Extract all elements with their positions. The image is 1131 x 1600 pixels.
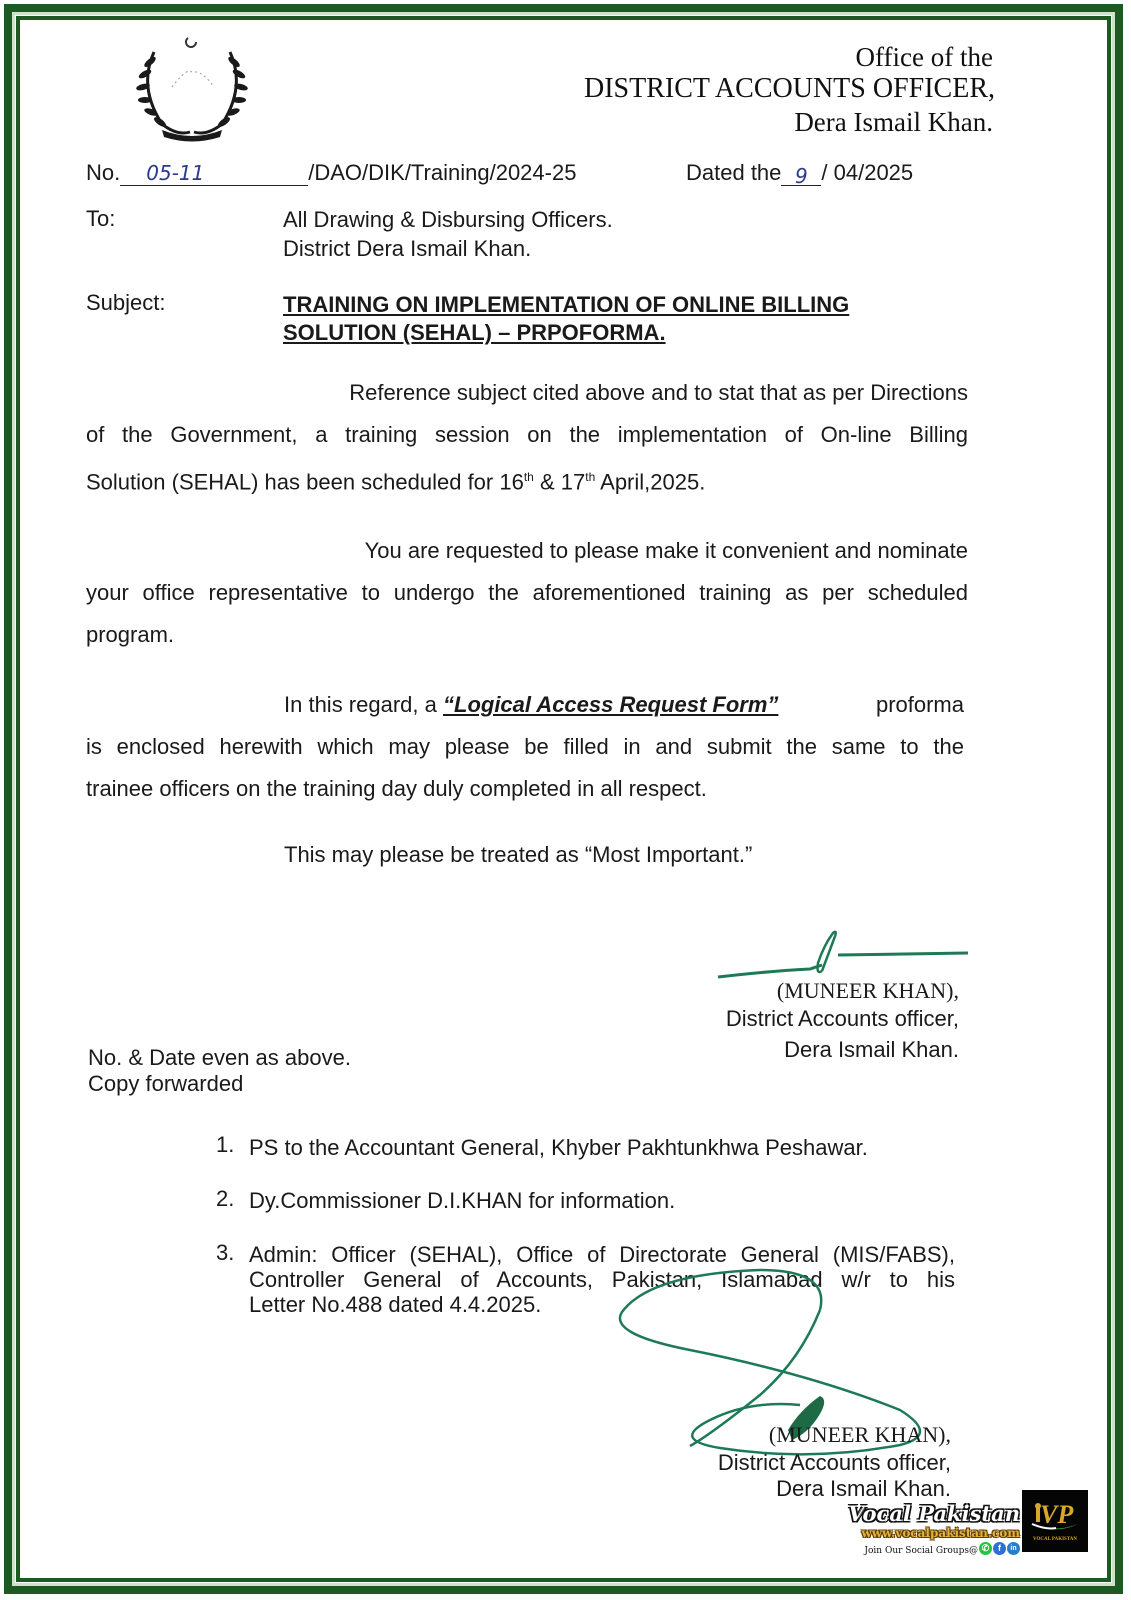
signatory-2-title: District Accounts officer,: [717, 1450, 951, 1475]
paragraph-1: [86, 372, 968, 503]
whatsapp-icon[interactable]: ✆: [979, 1542, 992, 1555]
reference-prefix: No.: [86, 160, 121, 185]
list-item-text: PS to the Accountant General, Khyber Pakhtunkhwa Peshawar.: [249, 1135, 868, 1160]
government-emblem-icon: [132, 32, 252, 144]
reference-number-field: [120, 163, 308, 186]
list-item-text: Dy.Commissioner D.I.KHAN for information.: [249, 1188, 676, 1213]
paragraph-4: This may please be treated as “Most Important.”: [284, 842, 753, 867]
copy-forwarded-label: Copy forwarded: [88, 1071, 244, 1096]
reference-number: [86, 160, 576, 186]
signatory-1-title: District Accounts officer,: [725, 1006, 959, 1031]
list-item-3-line-1: Admin: Officer (SEHAL), Office of Directorate General (MIS/FABS),: [249, 1242, 955, 1267]
list-item-number: 2.: [216, 1186, 235, 1211]
paragraph-1-line-3: [86, 456, 968, 503]
addressee-label: To:: [86, 206, 116, 231]
letterhead-office-line: Office of the: [855, 42, 993, 72]
subject-line-1: TRAINING ON IMPLEMENTATION OF ONLINE BILLING: [283, 292, 850, 317]
signatory-2-name: (MUNEER KHAN),: [768, 1422, 951, 1447]
watermark-brand: Vocal Pakistan: [848, 1501, 1020, 1526]
paragraph-3: [86, 684, 964, 810]
subject-label: Subject:: [86, 290, 166, 315]
date-day-field: [781, 163, 821, 186]
paragraph-1-line-1: Reference subject cited above and to stat that as per Directions: [349, 380, 968, 405]
signatory-1-location: Dera Ismail Khan.: [784, 1037, 959, 1062]
list-item-number: 3.: [216, 1240, 235, 1265]
paragraph-2-line-1: You are requested to please make it convenient and nominate: [364, 538, 968, 563]
addressee-line-1: All Drawing & Disbursing Officers.: [283, 207, 613, 232]
date-month-year: / 04/2025: [821, 160, 914, 185]
list-item-number: 1.: [216, 1132, 235, 1157]
logo-letters: VP: [1040, 1500, 1074, 1529]
para1-text-a: Solution (SEHAL) has been scheduled for 16: [86, 469, 524, 495]
paragraph-2: [86, 530, 968, 656]
letterhead-location: Dera Ismail Khan.: [794, 107, 993, 137]
para1-sup-1: th: [523, 470, 534, 484]
facebook-icon[interactable]: f: [993, 1542, 1006, 1555]
watermark-url[interactable]: www.vocalpakistan.com: [861, 1526, 1020, 1540]
list-item-3-line-3: Letter No.488 dated 4.4.2025.: [249, 1292, 542, 1317]
copy-list-item-2: [216, 1186, 676, 1213]
signature-mark-1: [710, 925, 980, 985]
list-item-3-line-2: Controller General of Accounts, Pakistan, Islamabad w/r to his: [249, 1267, 955, 1292]
para3-text-b: proforma: [875, 692, 964, 717]
logical-access-request-form-title: “Logical Access Request Form”: [443, 692, 779, 717]
paragraph-2-line-3: program.: [86, 622, 175, 647]
reference-suffix: /DAO/DIK/Training/2024-25: [308, 160, 577, 185]
logo-caption: VOCAL PAKISTAN: [1032, 1537, 1078, 1542]
paragraph-3-line-2: is enclosed herewith which may please be filled in and submit the same to the: [86, 734, 964, 759]
para1-sup-2: th: [585, 470, 596, 484]
para3-text-a: In this regard, a “Logical Access Request Form”: [284, 692, 779, 717]
linkedin-icon[interactable]: in: [1007, 1542, 1020, 1555]
addressee-line-2: District Dera Ismail Khan.: [283, 236, 532, 261]
watermark-social-row: [842, 1541, 1020, 1559]
signatory-1-name: (MUNEER KHAN),: [776, 978, 959, 1003]
subject-line-2: SOLUTION (SEHAL) – PRPOFORMA.: [283, 320, 666, 345]
date-day-handwritten: 9: [795, 164, 808, 188]
copy-list-item-1: [216, 1132, 868, 1160]
paragraph-3-line-1: [86, 684, 964, 726]
copy-no-date: No. & Date even as above.: [88, 1045, 351, 1070]
reference-number-handwritten: 05-11: [146, 161, 205, 185]
reference-date: [686, 160, 913, 186]
vocal-pakistan-logo: [1022, 1490, 1088, 1552]
para1-text-b: & 17: [533, 469, 586, 495]
vocal-pakistan-watermark: [842, 1503, 1020, 1557]
signatory-2-location: Dera Ismail Khan.: [776, 1476, 951, 1501]
letterhead-title: DISTRICT ACCOUNTS OFFICER,: [583, 73, 995, 104]
paragraph-1-line-2: of the Government, a training session on the implementation of On-line Billing: [86, 422, 968, 447]
para1-text-c: April,2025.: [595, 469, 706, 495]
paragraph-3-line-3: trainee officers on the training day duly completed in all respect.: [86, 776, 707, 801]
paragraph-2-line-2: your office representative to undergo the aforementioned training as per scheduled: [86, 580, 968, 605]
watermark-join-text: Join Our Social Groups@: [864, 1546, 978, 1556]
dated-label: Dated the: [686, 160, 782, 185]
